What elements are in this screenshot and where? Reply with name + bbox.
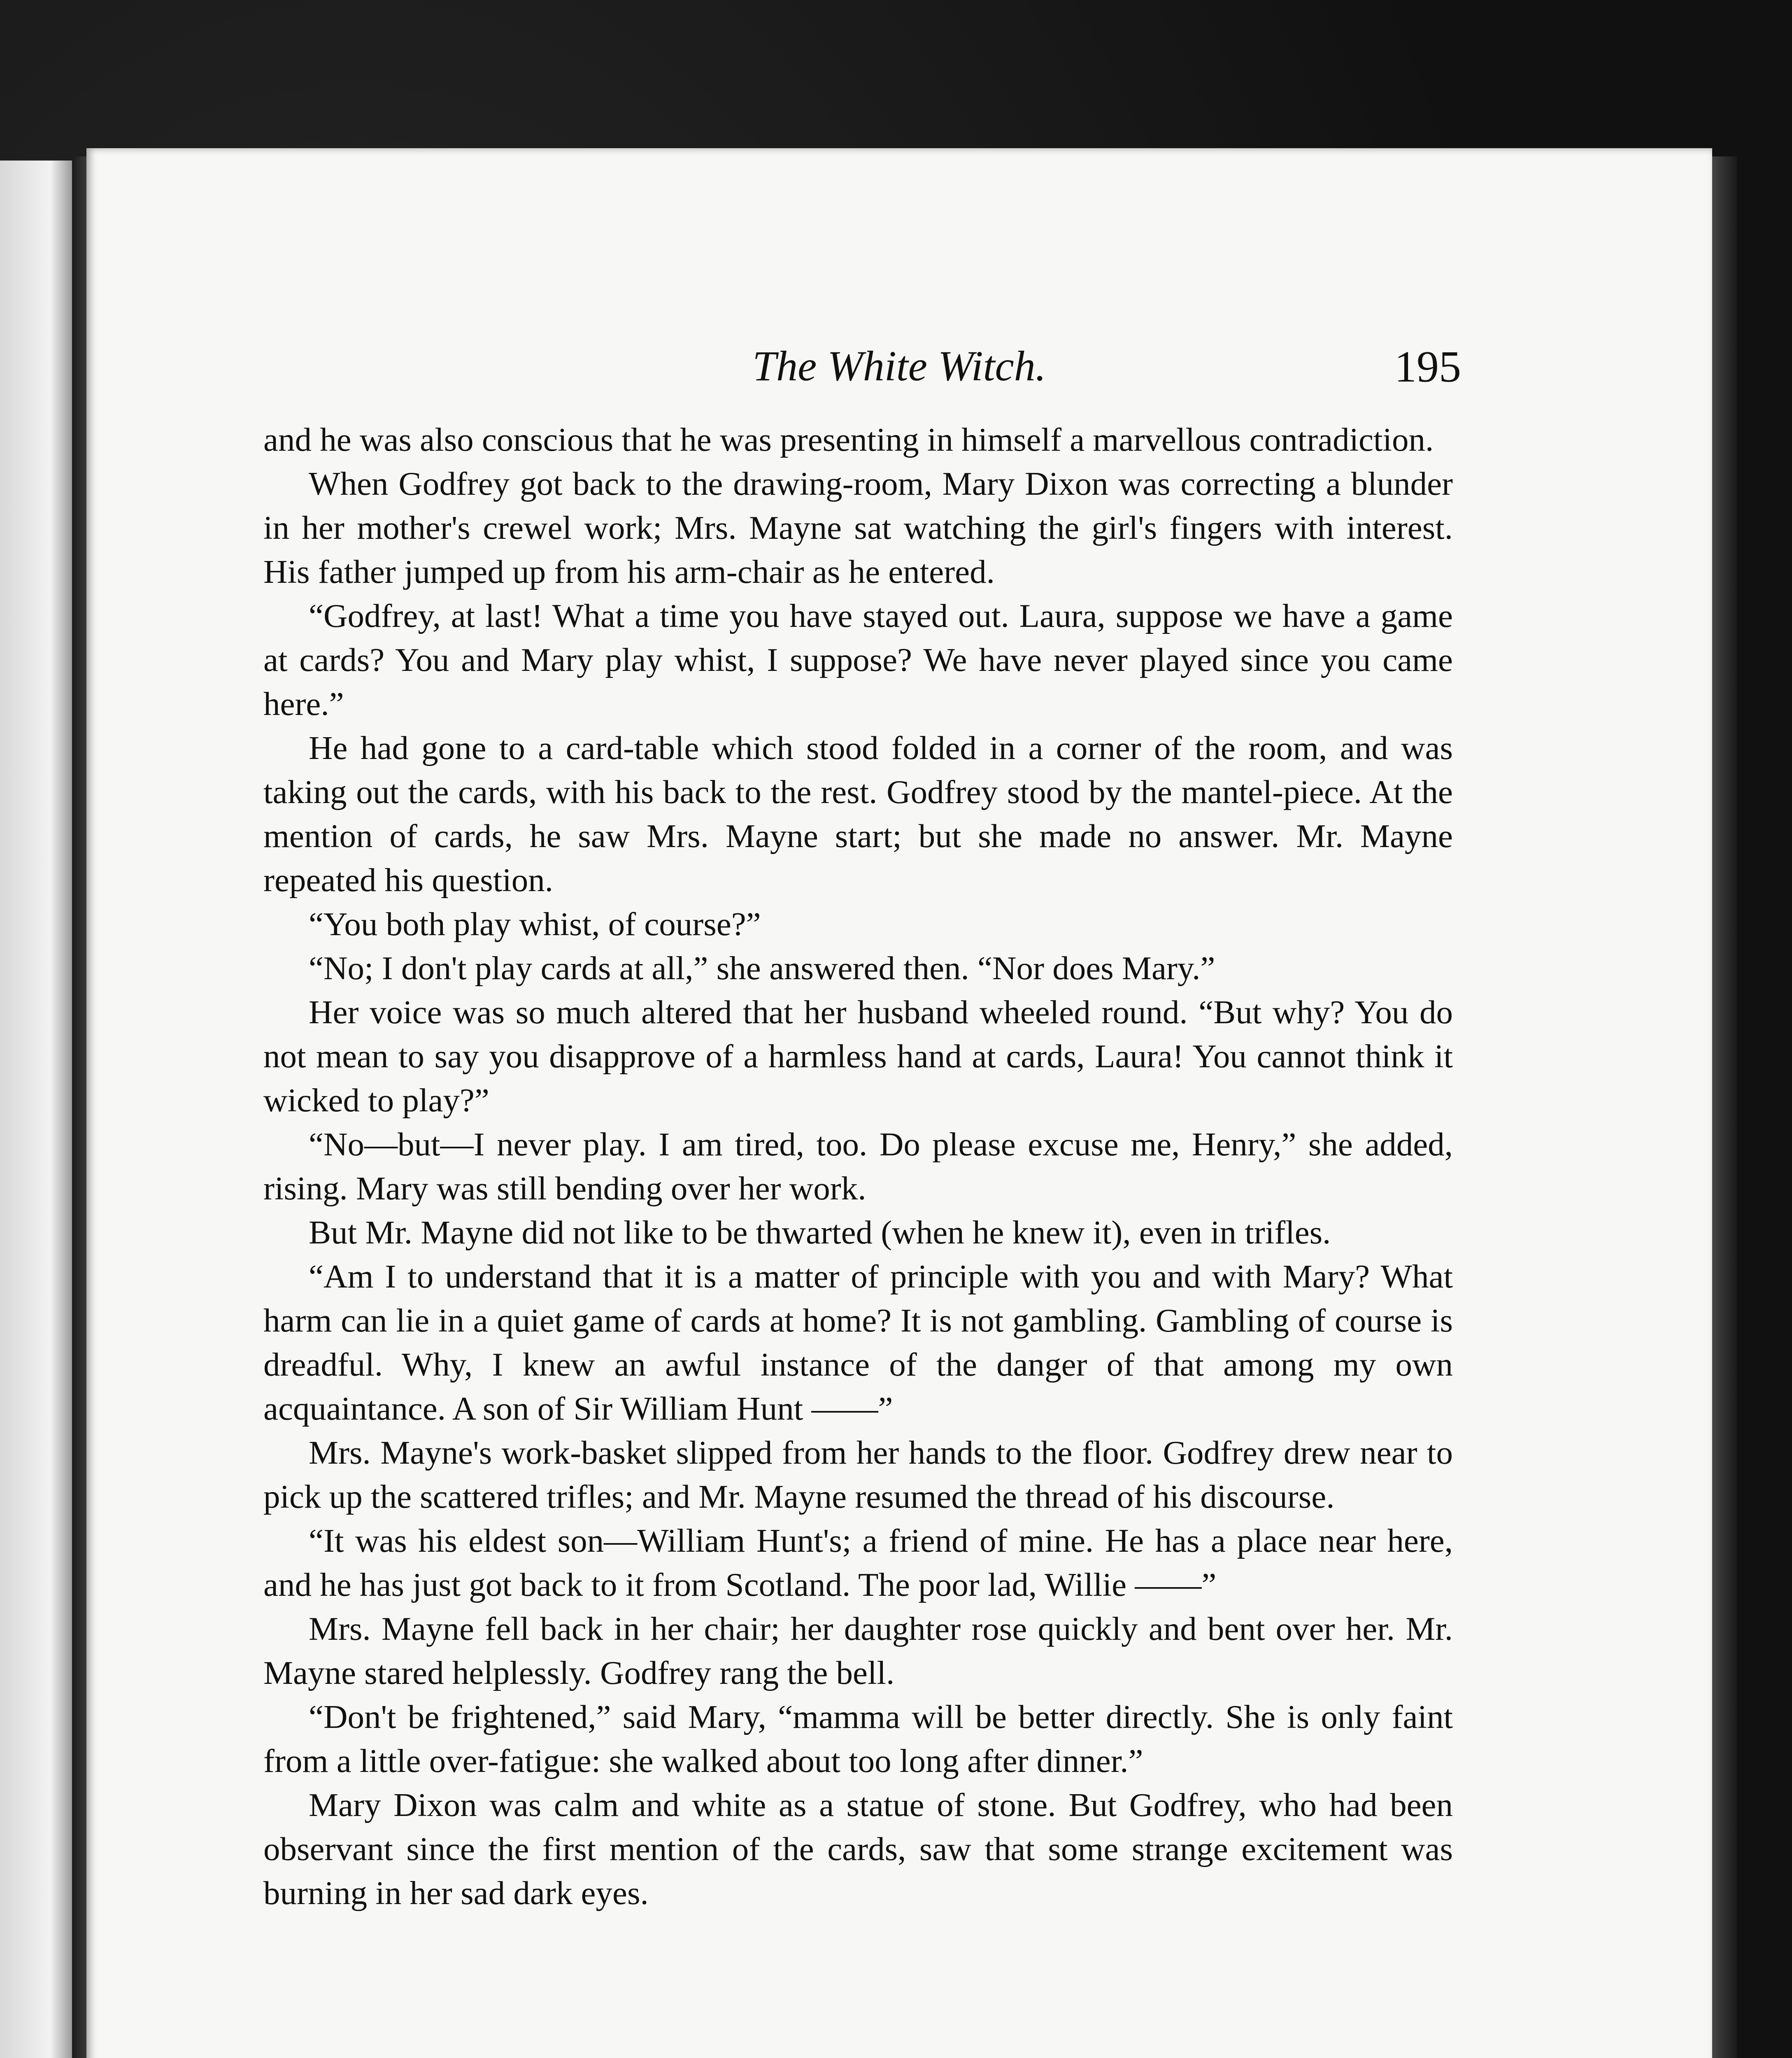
paragraph-11: Mrs. Mayne's work-basket slipped from her hands to the floor. Godfrey drew near to pick up the scattered trifles; and Mr. Mayne resumed the thread of his discourse. — [263, 1434, 1453, 1515]
paragraph-2: When Godfrey got back to the drawing-room, Mary Dixon was correcting a blunder in her mother's crewel work; Mrs. Mayne sat watching the girl's fingers with interest. His father jumped up from his arm-chair as he entered. — [263, 465, 1453, 590]
book-page — [86, 148, 1712, 2058]
paragraph-14: “Don't be frightened,” said Mary, “mamma will be better directly. She is only faint from a little over-fatigue: she walked about too long after dinner.” — [263, 1698, 1453, 1779]
page-right-edge-shadow — [1712, 156, 1737, 2058]
page-number: 195 — [1394, 342, 1461, 391]
paragraph-1: and he was also conscious that he was presenting in himself a marvellous contradiction. — [263, 421, 1434, 458]
paragraph-12: “It was his eldest son—William Hunt's; a friend of mine. He has a place near here, and he has just got back to it from Scotland. The poor lad, Willie ——” — [263, 1522, 1453, 1603]
paragraph-5: “You both play whist, of course?” — [309, 906, 761, 943]
page-header — [86, 342, 1712, 399]
paragraph-13: Mrs. Mayne fell back in her chair; her daughter rose quickly and bent over her. Mr. Mayne stared helplessly. Godfrey rang the bell. — [263, 1610, 1453, 1691]
book-gutter — [72, 156, 86, 2058]
paragraph-7: Her voice was so much altered that her husband wheeled round. “But why? You do not mean to say you disapprove of a harmless hand at cards, Laura! You cannot think it wicked to play?” — [263, 994, 1453, 1119]
paragraph-3: “Godfrey, at last! What a time you have stayed out. Laura, suppose we have a game at cards? You and Mary play whist, I suppose? We have never played since you came here.” — [263, 597, 1453, 722]
paragraph-4: He had gone to a card-table which stood folded in a corner of the room, and was taking out the cards, with his back to the rest. Godfrey stood by the mantel-piece. At the mention of cards, he saw Mrs. Mayne start; but she made no answer. Mr. Mayne repeated his question. — [263, 729, 1453, 899]
paragraph-9: But Mr. Mayne did not like to be thwarted (when he knew it), even in trifles. — [309, 1214, 1331, 1251]
paragraph-8: “No—but—I never play. I am tired, too. Do please excuse me, Henry,” she added, rising. Mary was still bending over her work. — [263, 1126, 1453, 1207]
body-text — [263, 418, 1453, 1915]
paragraph-15: Mary Dixon was calm and white as a statue of stone. But Godfrey, who had been observant since the first mention of the cards, saw that some strange excitement was burning in her sad dark eyes. — [263, 1786, 1453, 1911]
facing-page-edge — [0, 161, 72, 2058]
paragraph-10: “Am I to understand that it is a matter of principle with you and with Mary? What harm can lie in a quiet game of cards at home? It is not gambling. Gambling of course is dreadful. Why, I knew an awful instance of the danger of that among my own acquaintance. A son of Sir William Hunt ——” — [263, 1258, 1453, 1427]
paragraph-6: “No; I don't play cards at all,” she answered then. “Nor does Mary.” — [309, 950, 1215, 987]
running-title: The White Witch. — [752, 342, 1046, 390]
